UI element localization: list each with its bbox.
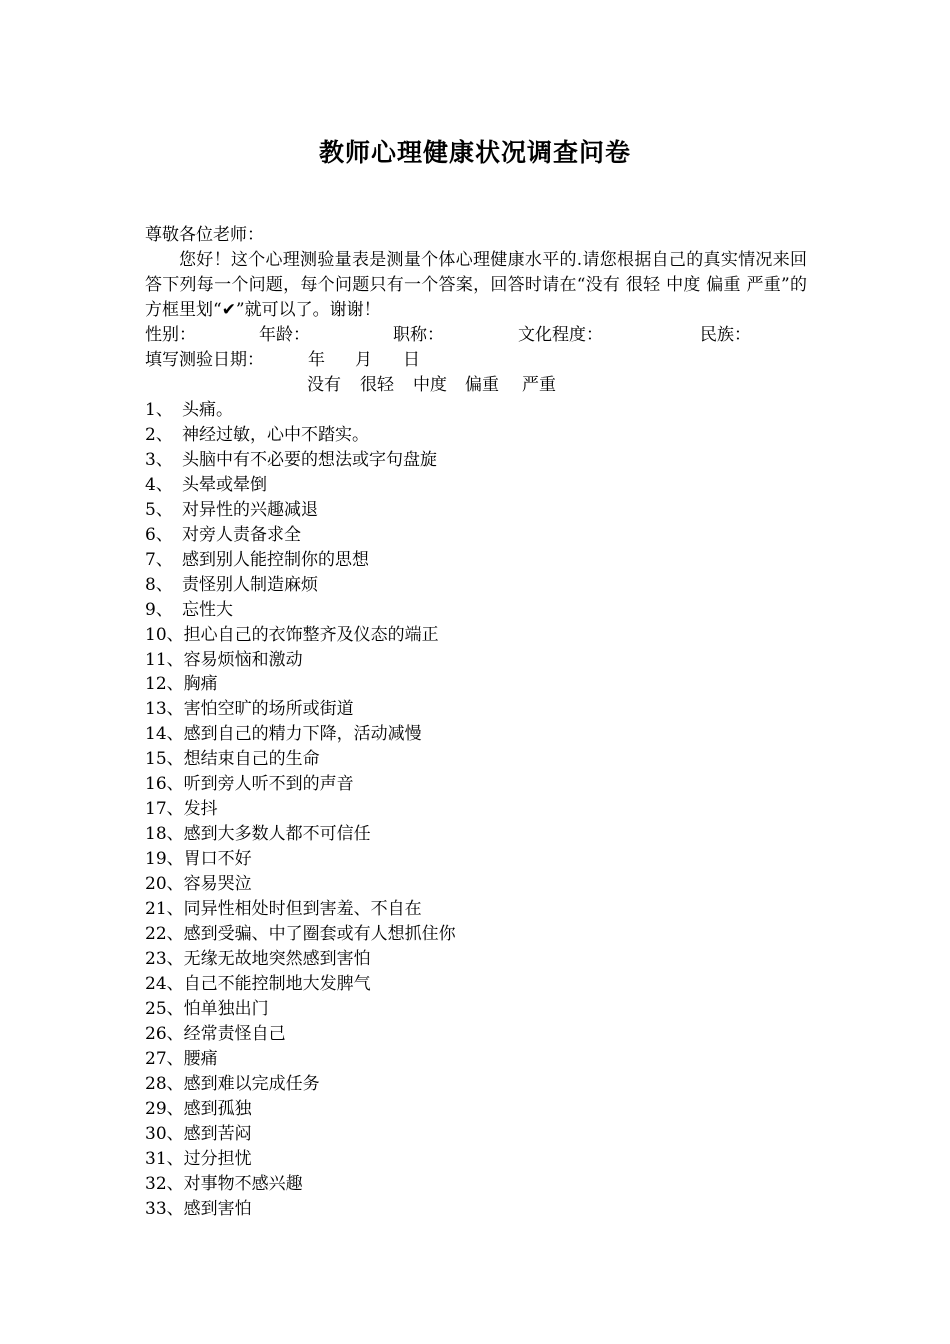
- question-text: 经常责怪自己: [183, 1023, 286, 1044]
- question-item: [145, 573, 456, 598]
- question-number: 3、: [145, 449, 173, 470]
- question-number: 20、: [145, 874, 184, 895]
- question-number: 33、: [145, 1198, 184, 1219]
- question-text: 头痛。: [182, 400, 233, 420]
- question-number: 25、: [145, 998, 184, 1019]
- question-text: 想结束自己的生命: [183, 749, 320, 770]
- question-item: [145, 747, 456, 772]
- field-gender: 性别：: [145, 325, 196, 345]
- question-item: [145, 648, 456, 673]
- question-item: [145, 822, 456, 847]
- question-text: 责怪别人制造麻烦: [182, 574, 318, 595]
- question-item: [145, 847, 456, 872]
- question-number: 27、: [145, 1048, 184, 1069]
- question-item: [145, 1172, 456, 1197]
- question-item: [145, 423, 456, 448]
- question-item: [145, 872, 456, 897]
- question-text: 感到受骗、中了圈套或有人想抓住你: [183, 924, 456, 945]
- question-text: 过分担忧: [183, 1148, 252, 1169]
- question-text: 腰痛: [183, 1048, 218, 1069]
- scale-label: 很轻: [360, 375, 394, 395]
- scale-label: 没有: [307, 375, 341, 395]
- question-item: [145, 1022, 456, 1047]
- question-item: [145, 398, 456, 423]
- question-item: [145, 897, 456, 922]
- question-number: 14、: [145, 724, 184, 745]
- question-text: 自己不能控制地大发脾气: [183, 973, 371, 994]
- question-item: [145, 473, 456, 498]
- scale-label: 偏重: [465, 375, 499, 395]
- question-text: 忘性大: [182, 599, 233, 620]
- question-text: 胸痛: [183, 674, 218, 695]
- field-education: 文化程度：: [518, 325, 603, 345]
- question-item: [145, 1097, 456, 1122]
- question-text: 对异性的兴趣减退: [182, 499, 318, 520]
- question-text: 感到难以完成任务: [183, 1073, 320, 1094]
- question-number: 6、: [145, 524, 173, 545]
- question-text: 头晕或晕倒: [182, 474, 267, 495]
- question-text: 容易烦恼和激动: [183, 649, 303, 670]
- question-item: [145, 797, 456, 822]
- question-number: 19、: [145, 849, 184, 870]
- question-number: 1、: [145, 400, 173, 420]
- question-number: 15、: [145, 749, 184, 770]
- question-item: [145, 672, 456, 697]
- field-day: 日: [403, 350, 420, 370]
- question-item: [145, 1072, 456, 1097]
- intro-paragraph: 您好！这个心理测验量表是测量个体心理健康水平的.请您根据自己的真实情况来回答下列每一个问题，每个问题只有一个答案，回答时请在“没有 很轻 中度 偏重 严重”的方框里划“✔”就可以了。谢谢！: [145, 250, 807, 320]
- question-number: 10、: [145, 624, 184, 645]
- question-number: 22、: [145, 924, 184, 945]
- question-text: 担心自己的衣饰整齐及仪态的端正: [183, 624, 439, 645]
- question-number: 31、: [145, 1148, 184, 1169]
- question-item: [145, 1147, 456, 1172]
- question-number: 8、: [145, 574, 173, 595]
- question-number: 16、: [145, 774, 184, 795]
- question-item: [145, 498, 456, 523]
- question-item: [145, 623, 456, 648]
- question-item: [145, 772, 456, 797]
- question-number: 5、: [145, 499, 173, 520]
- question-item: [145, 523, 456, 548]
- question-item: [145, 972, 456, 997]
- field-age: 年龄：: [259, 325, 310, 345]
- question-number: 7、: [145, 549, 173, 570]
- greeting: 尊敬各位老师：: [145, 225, 264, 245]
- question-text: 感到别人能控制你的思想: [182, 549, 369, 570]
- question-number: 17、: [145, 799, 184, 820]
- question-text: 听到旁人听不到的声音: [183, 774, 354, 795]
- question-number: 23、: [145, 948, 184, 969]
- question-text: 害怕空旷的场所或街道: [183, 699, 354, 720]
- question-text: 感到害怕: [183, 1198, 252, 1219]
- page-title: 教师心理健康状况调查问卷: [318, 138, 631, 167]
- field-month: 月: [355, 350, 372, 370]
- question-number: 21、: [145, 899, 184, 920]
- question-text: 怕单独出门: [183, 998, 269, 1019]
- question-number: 24、: [145, 973, 184, 994]
- question-text: 对事物不感兴趣: [183, 1173, 303, 1194]
- question-text: 容易哭泣: [183, 874, 252, 895]
- question-text: 感到大多数人都不可信任: [183, 824, 371, 845]
- question-item: [145, 1047, 456, 1072]
- question-number: 2、: [145, 424, 173, 445]
- question-number: 18、: [145, 824, 184, 845]
- question-text: 神经过敏，心中不踏实。: [182, 424, 369, 445]
- field-ethnicity: 民族：: [700, 325, 751, 345]
- question-number: 29、: [145, 1098, 184, 1119]
- question-number: 11、: [145, 649, 184, 670]
- question-item: [145, 448, 456, 473]
- field-year: 年: [308, 350, 325, 370]
- question-number: 9、: [145, 599, 173, 620]
- question-text: 头脑中有不必要的想法或字句盘旋: [182, 449, 437, 470]
- question-number: 30、: [145, 1123, 184, 1144]
- question-text: 感到自己的精力下降，活动减慢: [183, 724, 422, 745]
- question-number: 13、: [145, 699, 184, 720]
- question-text: 感到苦闷: [183, 1123, 252, 1144]
- question-text: 同异性相处时但到害羞、不自在: [183, 899, 422, 920]
- question-item: [145, 947, 456, 972]
- scale-label: 中度: [413, 375, 447, 395]
- question-number: 12、: [145, 674, 184, 695]
- question-text: 感到孤独: [183, 1098, 252, 1119]
- field-date-label: 填写测验日期：: [145, 350, 264, 370]
- question-item: [145, 1122, 456, 1147]
- question-number: 32、: [145, 1173, 184, 1194]
- question-number: 26、: [145, 1023, 184, 1044]
- question-item: [145, 722, 456, 747]
- question-item: [145, 598, 456, 623]
- question-text: 发抖: [183, 799, 218, 820]
- question-item: [145, 1197, 456, 1222]
- question-item: [145, 548, 456, 573]
- question-text: 无缘无故地突然感到害怕: [183, 948, 371, 969]
- question-item: [145, 997, 456, 1022]
- scale-label: 严重: [522, 375, 556, 395]
- field-title-rank: 职称：: [393, 325, 444, 345]
- question-text: 胃口不好: [183, 849, 252, 870]
- rating-scale-header: [307, 373, 562, 398]
- question-number: 4、: [145, 474, 173, 495]
- question-text: 对旁人责备求全: [182, 524, 301, 545]
- question-number: 28、: [145, 1073, 184, 1094]
- question-list: [145, 398, 456, 1221]
- question-item: [145, 697, 456, 722]
- question-item: [145, 922, 456, 947]
